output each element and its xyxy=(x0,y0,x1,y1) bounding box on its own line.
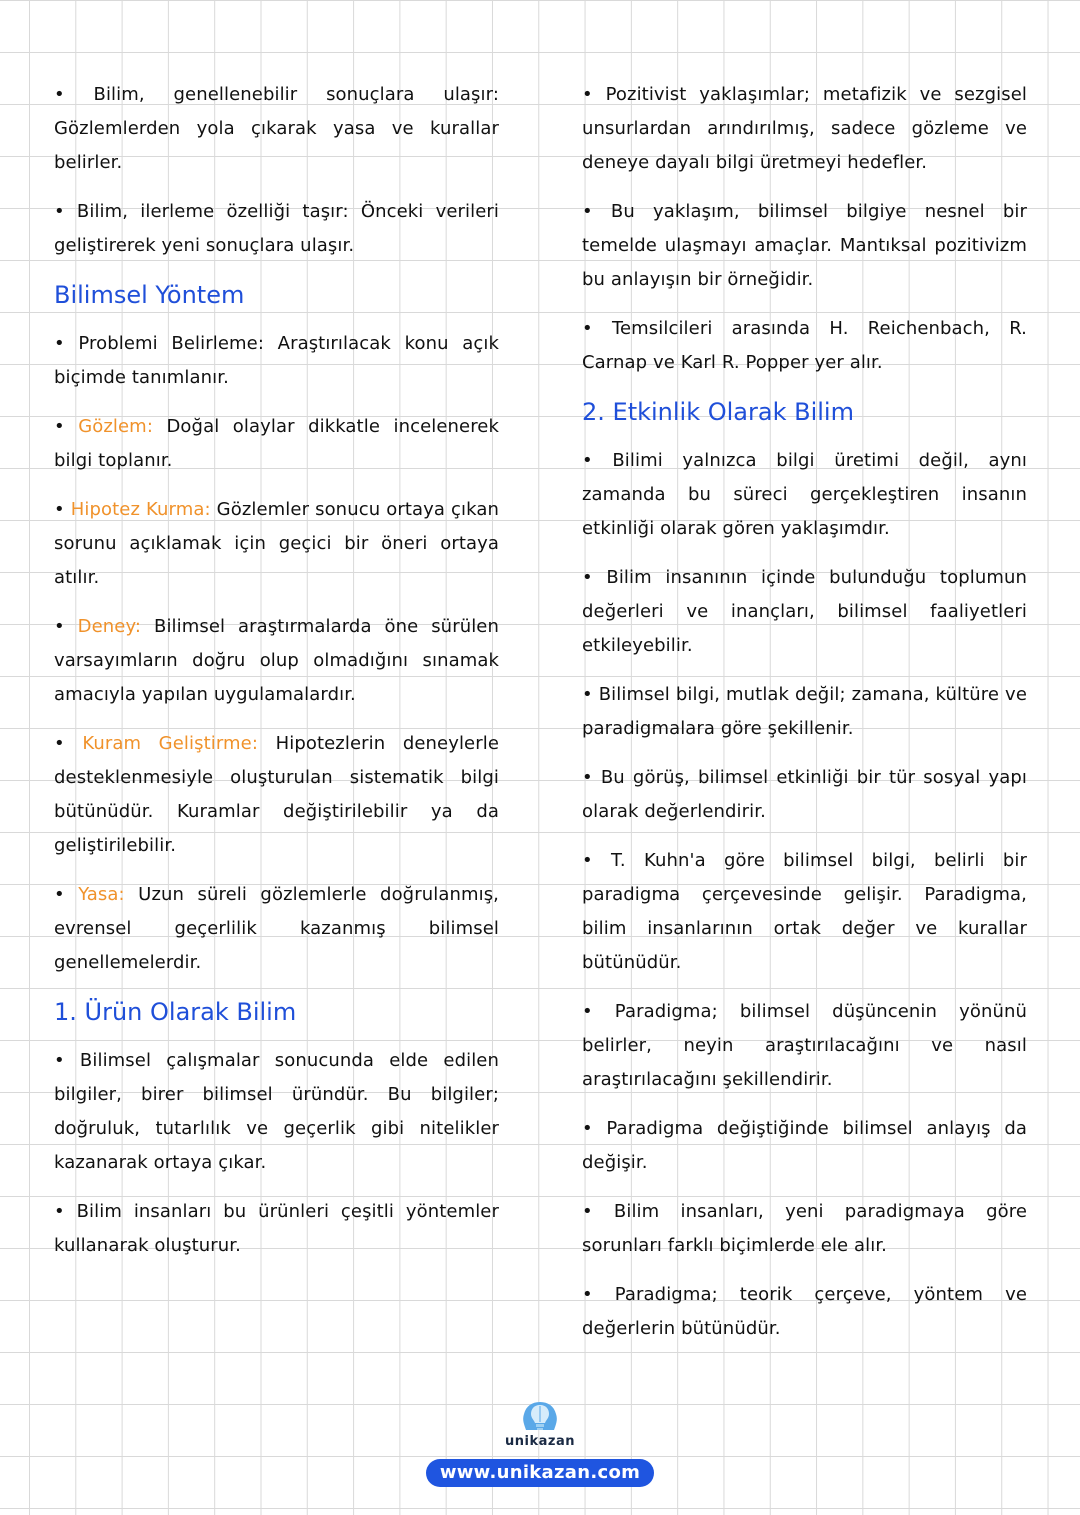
section-heading-product-science: 1. Ürün Olarak Bilim xyxy=(54,998,297,1026)
activity-item: • T. Kuhn'a göre bilimsel bilgi, belirli bir paradigma çerçevesinde gelişir. Paradigma, bilim insanlarının ortak değer ve kurallar bütünüdür. xyxy=(582,850,1027,973)
bullet: • xyxy=(54,884,79,905)
item-text: Bilimsel araştırmalarda öne sürülen varsayımların doğru olup olmadığını sınamak amacıyla yapılan uygulamalardır. xyxy=(54,616,499,705)
item-text: Doğal olaylar dikkatle incelenerek bilgi toplanır. xyxy=(54,416,500,471)
bullet: • xyxy=(54,416,79,437)
footer xyxy=(0,1400,1080,1487)
product-item: • Bilimsel çalışmalar sonucunda elde edilen bilgiler, birer bilimsel üründür. Bu bilgiler; doğruluk, tutarlılık ve geçerlik gibi nitelikler kazanarak ortaya çıkar. xyxy=(54,1050,499,1173)
positivism-item: • Temsilcileri arasında H. Reichenbach, R. Carnap ve Karl R. Popper yer alır. xyxy=(582,318,1027,373)
positivism-item: • Bu yaklaşım, bilimsel bilgiye nesnel bir temelde ulaşmayı amaçlar. Mantıksal pozitivizm bu anlayışın bir örneğidir. xyxy=(582,201,1027,290)
item-lead: Problemi Belirleme: xyxy=(78,333,264,354)
head-lightbulb-icon xyxy=(520,1400,560,1434)
item-text: Araştırılacak konu açık biçimde tanımlanır. xyxy=(54,333,499,388)
left-column xyxy=(54,78,499,1278)
activity-item: • Bilimsel bilgi, mutlak değil; zamana, kültüre ve paradigmalara göre şekillenir. xyxy=(582,684,1027,739)
method-item-experiment xyxy=(54,610,499,712)
bullet: • xyxy=(54,733,83,754)
activity-item: • Paradigma; teorik çerçeve, yöntem ve değerlerin bütünüdür. xyxy=(582,1284,1027,1339)
method-item-law xyxy=(54,878,499,980)
brand-name: unikazan xyxy=(505,1434,575,1449)
bullet: • xyxy=(54,333,79,354)
section-heading-scientific-method: Bilimsel Yöntem xyxy=(54,281,245,309)
activity-item: • Bilim insanının içinde bulunduğu toplumun değerleri ve inançları, bilimsel faaliyetleri etkileyebilir. xyxy=(582,567,1027,656)
intro-item: • Bilim, ilerleme özelliği taşır: Önceki verileri geliştirerek yeni sonuçlara ulaşır. xyxy=(54,201,499,256)
bullet: • xyxy=(54,616,78,637)
activity-item: • Paradigma; bilimsel düşüncenin yönünü belirler, neyin araştırılacağını ve nasıl araştırılacağını şekillendirir. xyxy=(582,1001,1027,1090)
activity-item: • Bu görüş, bilimsel etkinliği bir tür sosyal yapı olarak değerlendirir. xyxy=(582,767,1027,822)
method-item-problem xyxy=(54,327,499,395)
item-text: Gözlemler sonucu ortaya çıkan sorunu açıklamak için geçici bir öneri ortaya atılır. xyxy=(54,499,499,588)
activity-item: • Paradigma değiştiğinde bilimsel anlayış da değişir. xyxy=(582,1118,1027,1173)
activity-item: • Bilim insanları, yeni paradigmaya göre sorunları farklı biçimlerde ele alır. xyxy=(582,1201,1027,1256)
term-label: Deney: xyxy=(77,616,142,637)
section-heading-activity-science: 2. Etkinlik Olarak Bilim xyxy=(582,398,854,426)
method-item-observation xyxy=(54,410,499,478)
intro-item: • Bilim, genellenebilir sonuçlara ulaşır: Gözlemlerden yola çıkarak yasa ve kurallar belirler. xyxy=(54,84,499,173)
bullet: • xyxy=(54,499,71,520)
positivism-item: • Pozitivist yaklaşımlar; metafizik ve sezgisel unsurlardan arındırılmış, sadece gözleme ve deneye dayalı bilgi üretmeyi hedefler. xyxy=(582,84,1027,173)
product-item: • Bilim insanları bu ürünleri çeşitli yöntemler kullanarak oluşturur. xyxy=(54,1201,499,1256)
method-item-hypothesis xyxy=(54,493,499,595)
activity-item: • Bilimi yalnızca bilgi üretimi değil, aynı zamanda bu süreci gerçekleştiren insanın etkinliği olarak gören yaklaşımdır. xyxy=(582,450,1027,539)
term-label: Gözlem: xyxy=(78,416,153,437)
term-label: Hipotez Kurma: xyxy=(70,499,211,520)
term-label: Yasa: xyxy=(78,884,125,905)
right-column xyxy=(582,78,1027,1361)
item-text: Hipotezlerin deneylerle desteklenmesiyle oluşturulan sistematik bilgi bütünüdür. Kuramlar değiştirilebilir ya da geliştirilebilir. xyxy=(54,733,499,856)
method-item-theory xyxy=(54,727,499,863)
website-link[interactable]: www.unikazan.com xyxy=(426,1459,654,1487)
item-text: Uzun süreli gözlemlerle doğrulanmış, evrensel geçerlilik kazanmış bilimsel genellemelerdir. xyxy=(54,884,499,973)
term-label: Kuram Geliştirme: xyxy=(82,733,258,754)
